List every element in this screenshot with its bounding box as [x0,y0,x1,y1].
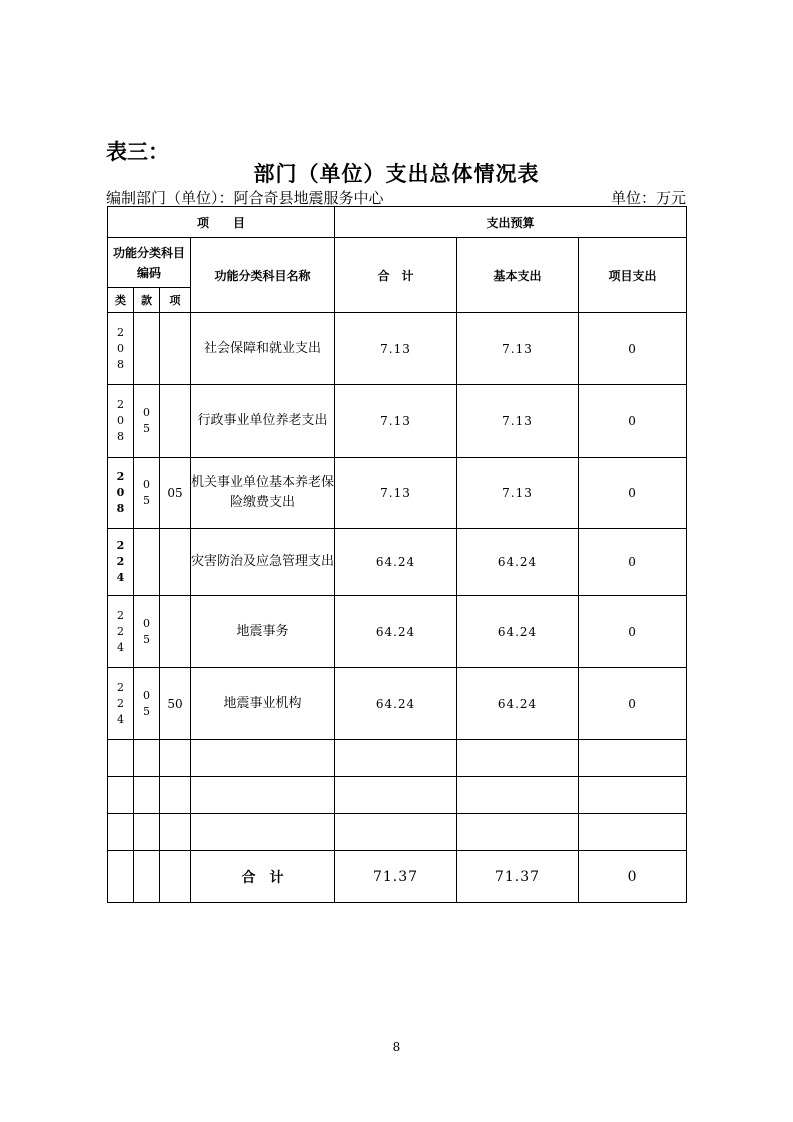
cell-kuan: 05 [134,458,160,529]
cell-basic: 64.24 [457,596,579,668]
header-project: 项目支出 [579,238,687,313]
cell-project: 0 [579,596,687,668]
cell-total: 7.13 [335,458,457,529]
unit-line [106,187,686,208]
cell-lei: 208 [108,458,134,529]
total-basic: 71.37 [457,851,579,903]
cell-basic: 7.13 [457,458,579,529]
cell-xiang: 50 [160,668,191,740]
header-xiang: 项 [160,288,191,313]
header-code-group: 功能分类科目编码 [108,238,191,288]
table-row [108,668,687,740]
header-row-2 [108,238,687,288]
header-budget: 支出预算 [335,207,687,238]
empty-row [108,740,687,777]
cell-kuan [134,529,160,596]
table-row [108,385,687,458]
header-name: 功能分类科目名称 [191,238,335,313]
compiling-unit: 编制部门（单位）：阿合奇县地震服务中心 [106,189,384,207]
cell-basic: 64.24 [457,529,579,596]
header-kuan: 款 [134,288,160,313]
table-label: 表三： [106,140,169,164]
total-label: 合 计 [191,851,335,903]
cell-basic: 64.24 [457,668,579,740]
cell-lei: 224 [108,668,134,740]
cell-name: 地震事业机构 [191,668,335,740]
cell-total: 64.24 [335,529,457,596]
cell-total: 7.13 [335,385,457,458]
cell-xiang [160,313,191,385]
cell-project: 0 [579,385,687,458]
total-sum: 71.37 [335,851,457,903]
cell-project: 0 [579,458,687,529]
page-number: 8 [392,1040,401,1054]
table-row [108,596,687,668]
cell-name: 社会保障和就业支出 [191,313,335,385]
cell-project: 0 [579,668,687,740]
empty-row [108,814,687,851]
cell-lei: 224 [108,596,134,668]
cell-total: 7.13 [335,313,457,385]
cell-xiang [160,529,191,596]
table-row [108,529,687,596]
header-total: 合 计 [335,238,457,313]
cell-basic: 7.13 [457,313,579,385]
cell-name: 灾害防治及应急管理支出 [191,529,335,596]
header-row-1 [108,207,687,238]
table-row [108,313,687,385]
page-title: 部门（单位）支出总体情况表 [253,162,540,186]
cell-lei: 224 [108,529,134,596]
header-item: 项 目 [108,207,335,238]
expenditure-table [107,206,687,903]
cell-kuan [134,313,160,385]
cell-lei: 208 [108,385,134,458]
cell-total: 64.24 [335,596,457,668]
cell-name: 机关事业单位基本养老保险缴费支出 [191,458,335,529]
cell-kuan: 05 [134,596,160,668]
cell-name: 行政事业单位养老支出 [191,385,335,458]
cell-total: 64.24 [335,668,457,740]
cell-project: 0 [579,529,687,596]
cell-project: 0 [579,313,687,385]
cell-xiang [160,385,191,458]
currency-unit: 单位：万元 [610,189,686,207]
total-project: 0 [579,851,687,903]
cell-kuan: 05 [134,385,160,458]
cell-xiang [160,596,191,668]
total-row [108,851,687,903]
cell-basic: 7.13 [457,385,579,458]
cell-kuan: 05 [134,668,160,740]
header-lei: 类 [108,288,134,313]
cell-lei: 208 [108,313,134,385]
table-row [108,458,687,529]
empty-row [108,777,687,814]
header-basic: 基本支出 [457,238,579,313]
cell-xiang: 05 [160,458,191,529]
cell-name: 地震事务 [191,596,335,668]
